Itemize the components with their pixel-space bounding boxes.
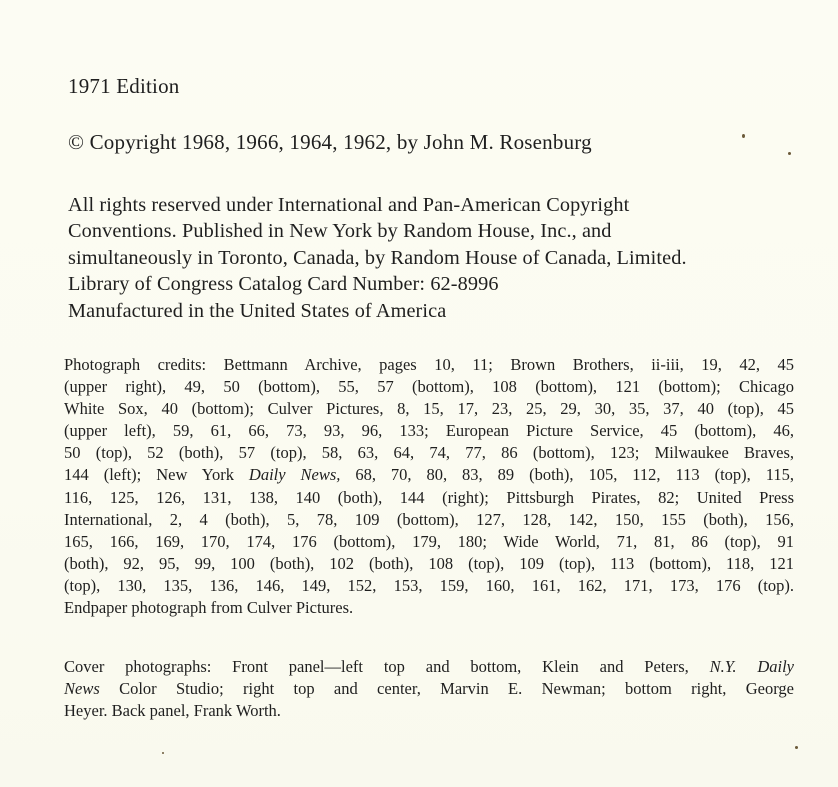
credits-line: (upper right), 49, 50 (bottom), 55, 57 (bottom), 108 (bottom), 121 (bottom); Chicago xyxy=(64,377,794,397)
rights-line: simultaneously in Toronto, Canada, by Random House of Canada, Limited. xyxy=(68,246,687,269)
rights-line: All rights reserved under International and Pan-American Copyright xyxy=(68,194,630,216)
credits-line: (upper left), 59, 61, 66, 73, 93, 96, 133; European Picture Service, 45 (bottom), 46, xyxy=(64,421,794,441)
credits-line: 116, 125, 126, 131, 138, 140 (both), 144 (right); Pittsburgh Pirates, 82; United Press xyxy=(64,487,794,507)
credits-line: International, 2, 4 (both), 5, 78, 109 (bottom), 127, 128, 142, 150, 155 (both), 156, xyxy=(64,509,794,529)
credits-text: 144 (left); New York xyxy=(64,465,249,485)
paper-speck xyxy=(795,746,798,749)
rights-line: Library of Congress Catalog Card Number: 62-8996 xyxy=(68,273,499,296)
rights-line: Manufactured in the United States of America xyxy=(68,299,447,322)
credits-line: 50 (top), 52 (both), 57 (top), 58, 63, 64, 74, 77, 86 (bottom), 123; Milwaukee Braves, xyxy=(64,443,794,463)
rights-statement xyxy=(68,192,808,324)
cover-text: Cover photographs: Front panel—left top and bottom, Klein and Peters, xyxy=(64,657,710,676)
credits-line: 165, 166, 169, 170, 174, 176 (bottom), 179, 180; Wide World, 71, 81, 86 (top), 91 xyxy=(64,531,794,551)
cover-italic-title: News xyxy=(64,679,100,699)
copyright-notice: © Copyright 1968, 1966, 1964, 1962, by John M. Rosenburg xyxy=(68,130,592,154)
cover-photograph-credits xyxy=(64,656,794,722)
photograph-credits xyxy=(64,354,794,619)
credits-line: (both), 92, 95, 99, 100 (both), 102 (both), 108 (top), 109 (top), 113 (bottom), 118, 121 xyxy=(64,553,794,573)
cover-italic-title: N.Y. Daily xyxy=(709,657,795,676)
paper-speck xyxy=(742,134,745,138)
cover-line xyxy=(64,656,794,678)
credits-line: (top), 130, 135, 136, 146, 149, 152, 153, 159, 160, 161, 162, 171, 173, 176 (top). xyxy=(64,575,794,595)
paper-speck xyxy=(788,152,791,155)
credits-line: Endpaper photograph from Culver Pictures. xyxy=(64,598,354,618)
credits-text: 68, 70, 80, 83, 89 (both), 105, 112, 113 (top), 115, xyxy=(340,465,794,485)
cover-text: Color Studio; right top and center, Marvin E. Newman; bottom right, George xyxy=(99,679,794,699)
cover-line xyxy=(64,678,794,700)
edition-label: 1971 Edition xyxy=(68,74,180,98)
cover-line: Heyer. Back panel, Frank Worth. xyxy=(64,701,281,721)
credits-italic-title: Daily News, xyxy=(248,465,341,485)
credits-line: Photograph credits: Bettmann Archive, pages 10, 11; Brown Brothers, ii-iii, 19, 42, 45 xyxy=(64,355,794,374)
rights-line: Conventions. Published in New York by Random House, Inc., and xyxy=(68,220,612,243)
paper-speck xyxy=(162,752,164,754)
credits-line xyxy=(64,464,794,486)
credits-line: White Sox, 40 (bottom); Culver Pictures, 8, 15, 17, 23, 25, 29, 30, 35, 37, 40 (top), 45 xyxy=(64,399,794,419)
